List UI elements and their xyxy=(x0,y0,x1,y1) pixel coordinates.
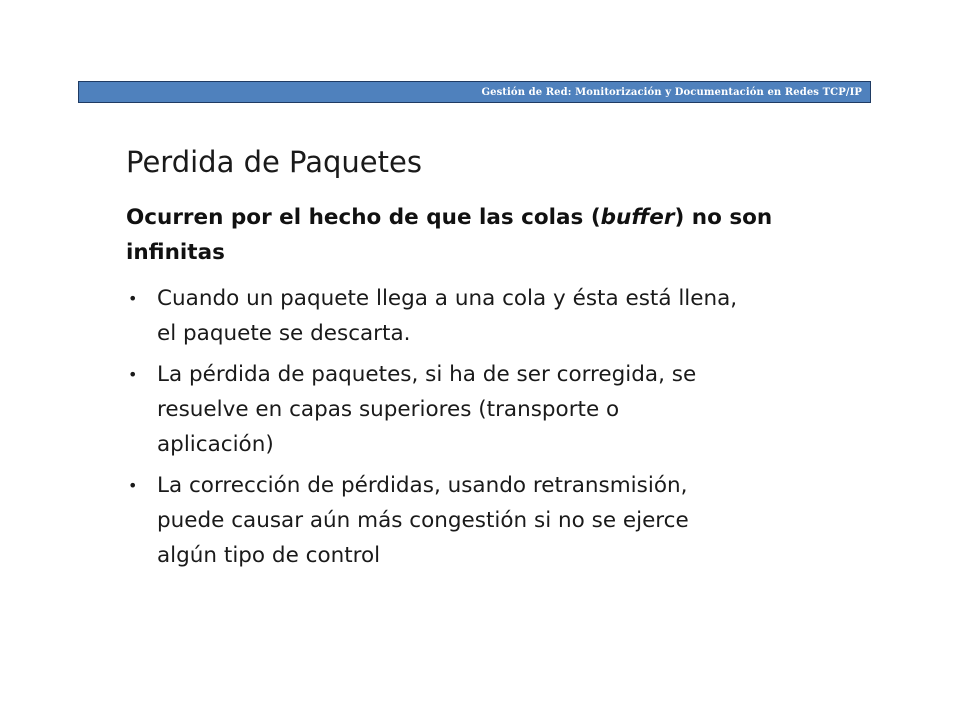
bullet-line: resuelve en capas superiores (transporte o xyxy=(157,397,620,422)
bullet-line: La corrección de pérdidas, usando retransmisión, xyxy=(157,473,688,498)
bullet-marker: • xyxy=(128,289,138,308)
bullet-item xyxy=(126,468,846,573)
bullet-list xyxy=(126,281,846,579)
subtitle-text-before: Ocurren por el hecho de que las colas ( xyxy=(126,205,601,230)
header-title: Gestión de Red: Monitorización y Documentación en Redes TCP/IP xyxy=(481,86,862,98)
slide-subtitle xyxy=(126,200,846,270)
bullet-line: algún tipo de control xyxy=(157,543,381,568)
bullet-line: el paquete se descarta. xyxy=(157,321,411,346)
bullet-item xyxy=(126,281,846,351)
bullet-line: puede causar aún más congestión si no se ejerce xyxy=(157,508,689,533)
bullet-line: La pérdida de paquetes, si ha de ser corregida, se xyxy=(157,362,697,387)
bullet-marker: • xyxy=(128,476,138,495)
bullet-item xyxy=(126,357,846,462)
subtitle-emphasis: buffer xyxy=(600,205,675,230)
bullet-line: aplicación) xyxy=(157,432,274,457)
subtitle-text-after: ) no son infinitas xyxy=(126,205,773,265)
bullet-marker: • xyxy=(128,365,138,384)
slide-title: Perdida de Paquetes xyxy=(126,145,422,179)
bullet-line: Cuando un paquete llega a una cola y ésta está llena, xyxy=(157,286,738,311)
header-banner xyxy=(78,81,871,103)
